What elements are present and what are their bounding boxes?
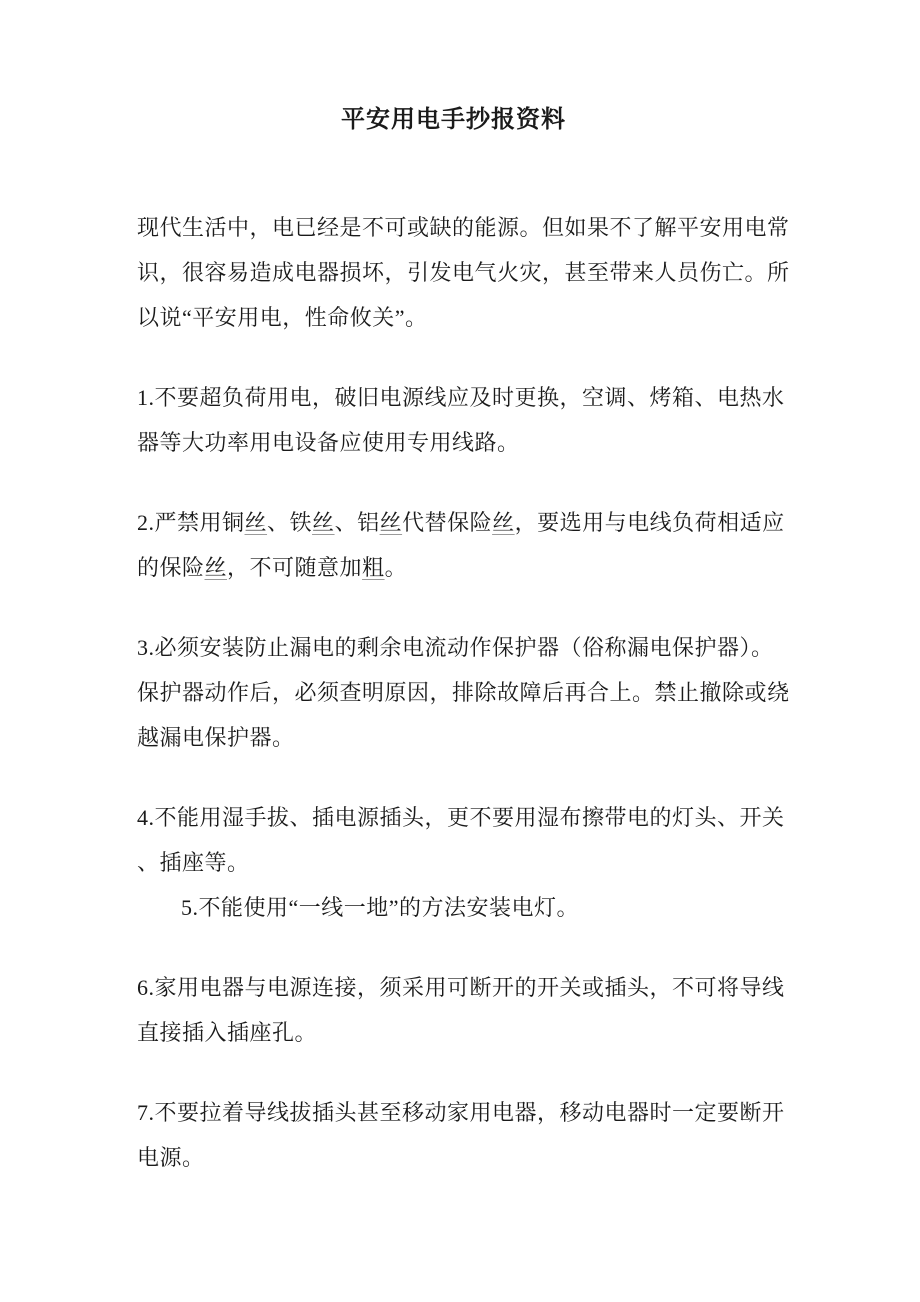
- text-line: 2.严禁用铜丝、铁丝、铝丝代替保险丝，要选用与电线负荷相适应: [137, 510, 785, 535]
- text-line: 1.不要超负荷用电，破旧电源线应及时更换，空调、烤箱、电热水: [137, 385, 785, 410]
- text-line: 保护器动作后，必须查明原因，排除故障后再合上。禁止撤除或绕: [137, 680, 790, 705]
- spellcheck-underlined-text: 丝: [204, 555, 228, 580]
- text-line: 4.不能用湿手拔、插电源插头，更不要用湿布擦带电的灯头、开关: [137, 805, 785, 830]
- text-line: 现代生活中，电已经是不可或缺的能源。但如果不了解平安用电常: [137, 215, 790, 240]
- paragraph-item-3: [137, 625, 790, 760]
- text-line: 、插座等。: [137, 850, 250, 875]
- paragraph-item-6: [137, 965, 785, 1055]
- text-line: 识，很容易造成电器损坏，引发电气火灾，甚至带来人员伤亡。所: [137, 260, 790, 285]
- paragraph-intro: [137, 205, 790, 340]
- text-line: 以说“平安用电，性命攸关”。: [137, 305, 428, 330]
- spellcheck-underlined-text: 丝: [379, 510, 403, 535]
- paragraph-item-5: [137, 885, 770, 930]
- paragraph-item-4: [137, 795, 785, 885]
- spellcheck-underlined-text: 丝: [312, 510, 335, 535]
- paragraph-item-1: [137, 375, 785, 465]
- text-line: 器等大功率用电设备应使用专用线路。: [137, 430, 520, 455]
- text-line: 的保险丝，不可随意加粗。: [137, 555, 408, 580]
- spellcheck-underlined-text: 粗: [362, 555, 385, 580]
- text-line: 电源。: [137, 1145, 205, 1170]
- text-line: 越漏电保护器。: [137, 725, 295, 750]
- spellcheck-underlined-text: 丝: [492, 510, 515, 535]
- text-line: 6.家用电器与电源连接，须采用可断开的开关或插头，不可将导线: [137, 975, 785, 1000]
- text-line: 7.不要拉着导线拔插头甚至移动家用电器，移动电器时一定要断开: [137, 1100, 785, 1125]
- text-line: 直接插入插座孔。: [137, 1020, 318, 1045]
- paragraph-item-7: [137, 1090, 785, 1180]
- spellcheck-underlined-text: 丝: [244, 510, 268, 535]
- text-line: 5.不能使用“一线一地”的方法安装电灯。: [181, 895, 580, 920]
- paragraph-item-2: [137, 500, 785, 590]
- document-title: 平安用电手抄报资料: [341, 107, 566, 133]
- text-line: 3.必须安装防止漏电的剩余电流动作保护器（俗称漏电保护器）。: [137, 635, 774, 660]
